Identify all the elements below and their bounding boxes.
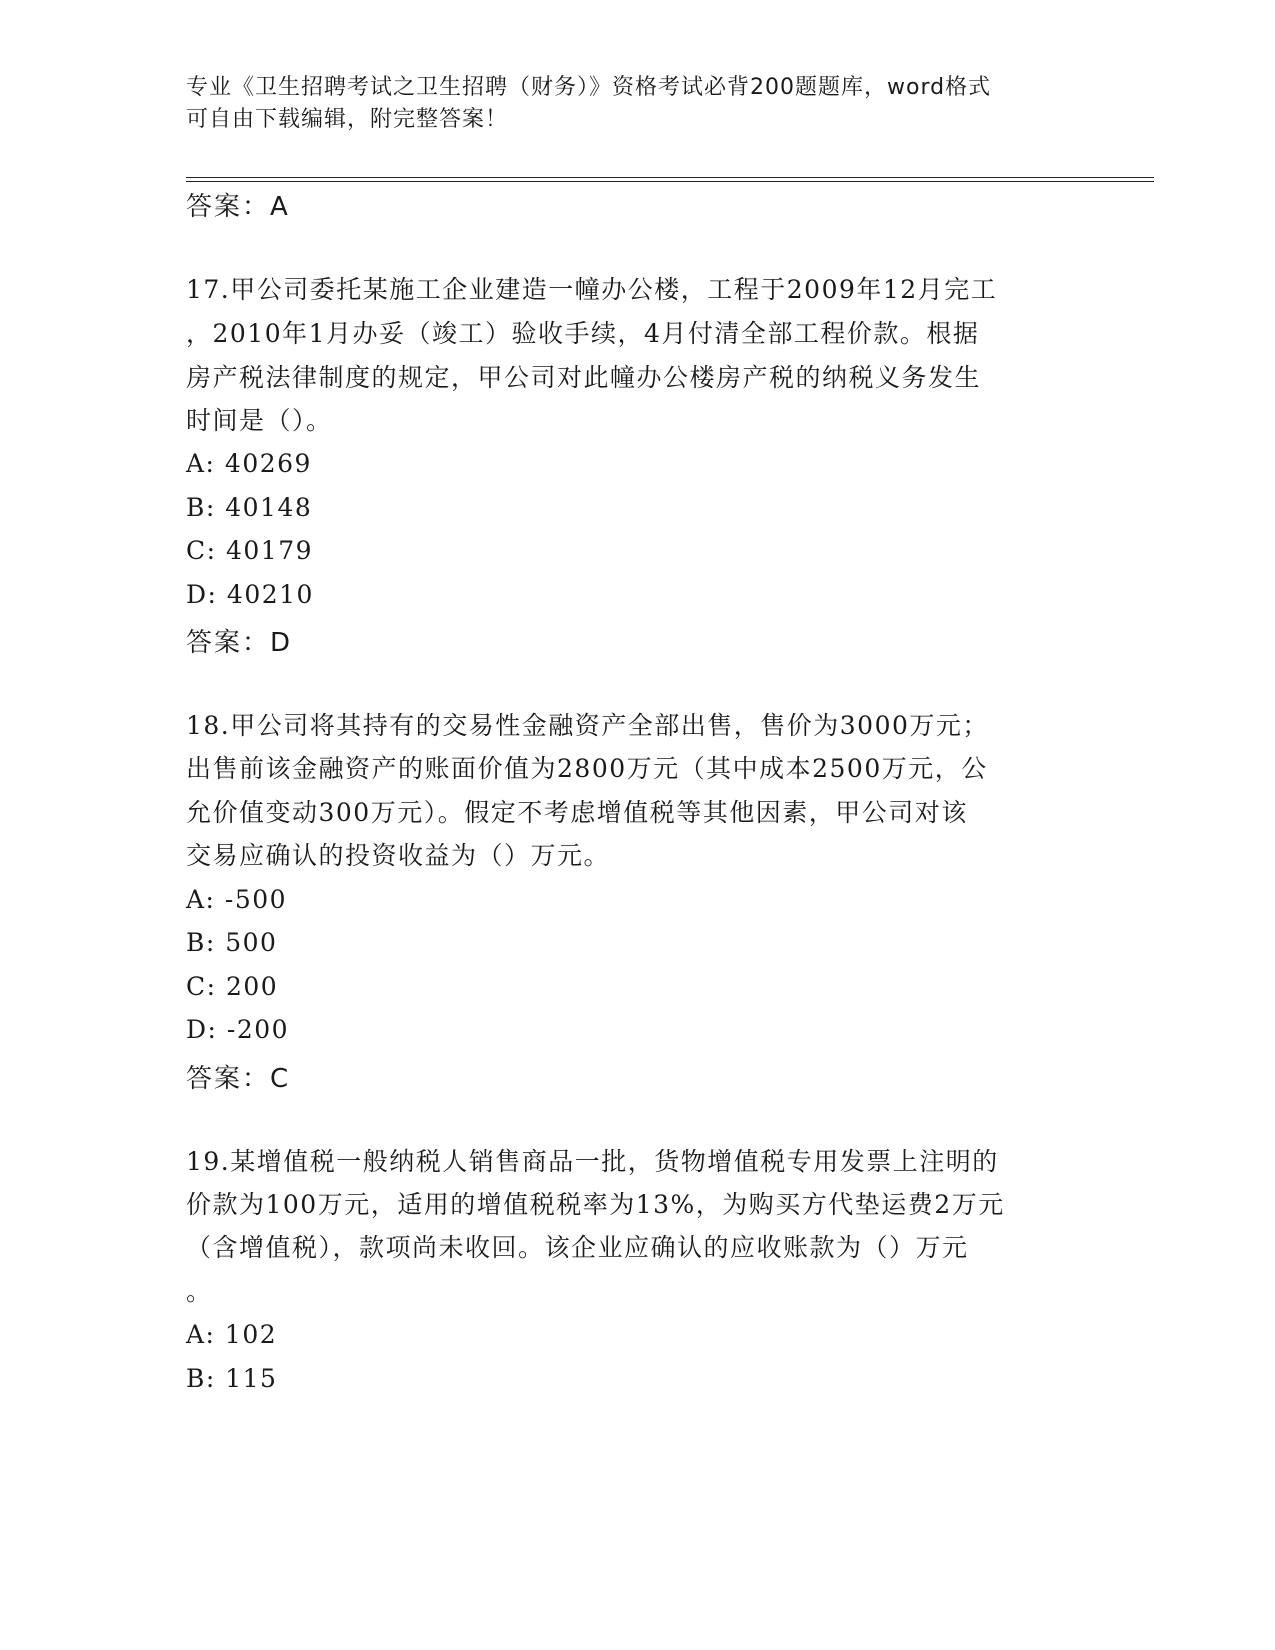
option-a: A: 102 bbox=[186, 1320, 278, 1349]
option-b: B: 40148 bbox=[186, 493, 313, 522]
question-text-line: （含增值税），款项尚未收回。该企业应确认的应收账款为（）万元 bbox=[186, 1233, 969, 1262]
option-c: C: 40179 bbox=[186, 536, 314, 565]
option-d: D: 40210 bbox=[186, 580, 314, 609]
question-text-line: ，2010年1月办妥（竣工）验收手续，4月付清全部工程价款。根据 bbox=[186, 319, 980, 348]
option-a: A: -500 bbox=[186, 885, 288, 914]
question-text-line: 18.甲公司将其持有的交易性金融资产全部出售，售价为3000万元； bbox=[186, 711, 989, 740]
question-text-line: 允价值变动300万元）。假定不考虑增值税等其他因素，甲公司对该 bbox=[186, 798, 968, 827]
option-b: B: 500 bbox=[186, 928, 278, 957]
option-b: B: 115 bbox=[186, 1364, 278, 1393]
answer-line: 答案：D bbox=[186, 628, 293, 658]
question-text-line: 17.甲公司委托某施工企业建造一幢办公楼，工程于2009年12月完工 bbox=[186, 275, 998, 304]
question-text-line: 19.某增值税一般纳税人销售商品一批，货物增值税专用发票上注明的 bbox=[186, 1147, 999, 1176]
option-d: D: -200 bbox=[186, 1015, 290, 1044]
question-text-line: 交易应确认的投资收益为（）万元。 bbox=[186, 841, 611, 870]
question-text-line: 价款为100万元，适用的增值税税率为13%，为购买方代垫运费2万元 bbox=[186, 1190, 1005, 1219]
header-divider-bottom bbox=[186, 181, 1154, 182]
question-text-line: 。 bbox=[186, 1277, 213, 1306]
question-text-line: 房产税法律制度的规定，甲公司对此幢办公楼房产税的纳税义务发生 bbox=[186, 363, 982, 392]
question-text-line: 出售前该金融资产的账面价值为2800万元（其中成本2500万元，公 bbox=[186, 754, 988, 783]
header-line-1: 专业《卫生招聘考试之卫生招聘（财务）》资格考试必背200题题库，word格式 bbox=[186, 75, 992, 100]
answer-line: 答案：A bbox=[186, 192, 290, 222]
option-c: C: 200 bbox=[186, 972, 279, 1001]
answer-line: 答案：C bbox=[186, 1064, 291, 1094]
header-line-2: 可自由下载编辑，附完整答案！ bbox=[186, 107, 509, 132]
header-divider-top bbox=[186, 177, 1154, 178]
option-a: A: 40269 bbox=[186, 449, 312, 478]
document-header bbox=[186, 72, 1066, 136]
question-text-line: 时间是（）。 bbox=[186, 406, 333, 435]
